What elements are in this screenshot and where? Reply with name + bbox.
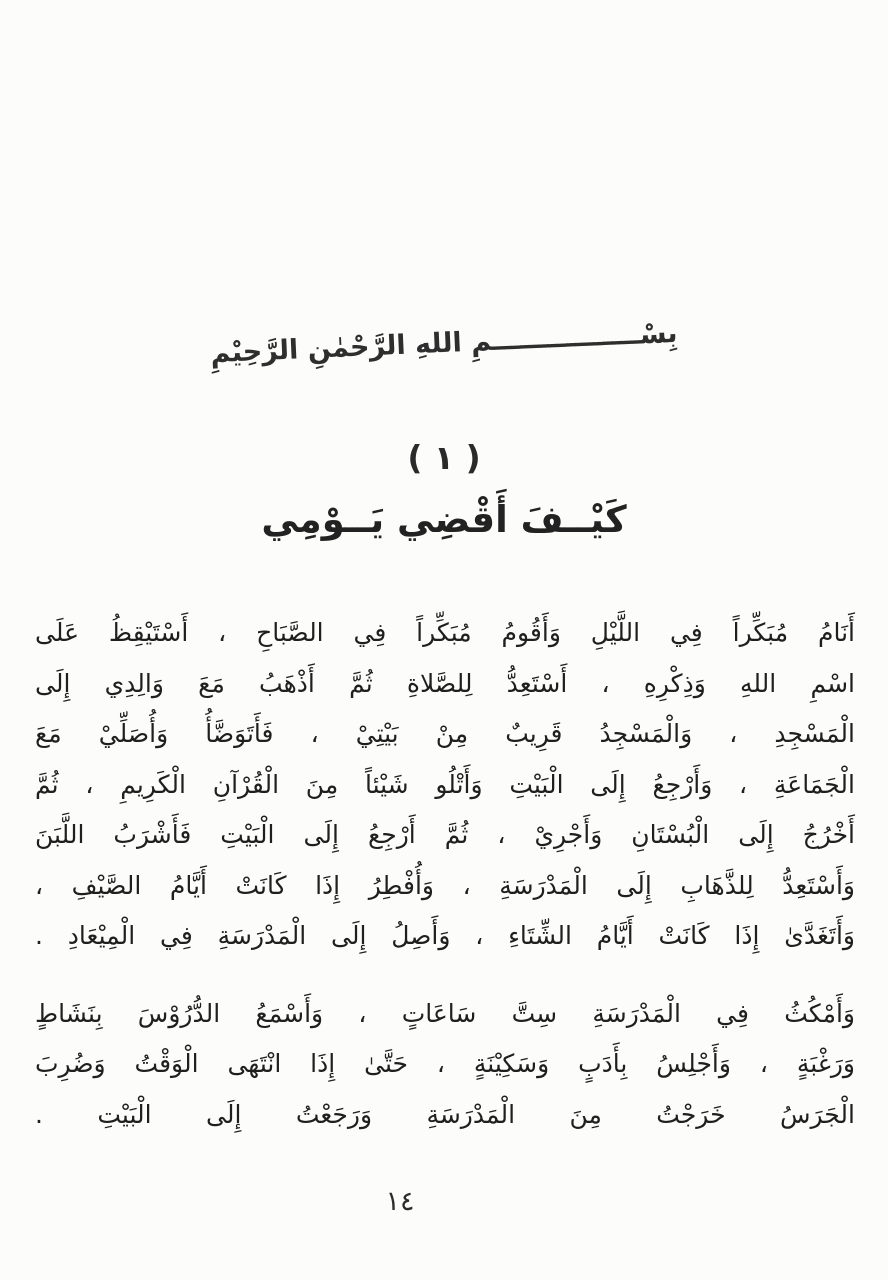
lesson-title: كَيْــفَ أَقْضِي يَــوْمِي bbox=[261, 498, 627, 541]
text-line: الْجَمَاعَةِ ، وَأَرْجِعُ إِلَى الْبَيْتِ وَأَتْلُو شَيْئاً مِنَ الْقُرْآنِ الْكَرِيمِ ، ثُمَّ bbox=[35, 769, 855, 799]
page-number: ١٤ bbox=[385, 1186, 415, 1217]
basmala-calligraphy: بِسْــــــــــــــــمِ اللهِ الرَّحْمٰنِ الرَّحِيْمِ bbox=[209, 317, 679, 370]
paragraph-1 bbox=[35, 608, 855, 962]
text-line: الْمَسْجِدِ ، وَالْمَسْجِدُ قَرِيبٌ مِنْ بَيْتِيْ ، فَأَتَوَضَّأُ وَأُصَلِّيْ مَعَ bbox=[35, 719, 855, 748]
lesson-number: ( ١ ) bbox=[407, 438, 481, 477]
text-line: الْجَرَسُ خَرَجْتُ مِنَ الْمَدْرَسَةِ وَرَجَعْتُ إِلَى الْبَيْتِ . bbox=[35, 1099, 855, 1129]
text-line: وَأَتَغَدَّىٰ إِذَا كَانَتْ أَيَّامُ الشِّتَاءِ ، وَأَصِلُ إِلَى الْمَدْرَسَةِ فِي الْمِيْعَادِ . bbox=[35, 921, 855, 950]
text-line: وَأَسْتَعِدُّ لِلذَّهَابِ إِلَى الْمَدْرَسَةِ ، وَأُفْطِرُ إِذَا كَانَتْ أَيَّامُ الصَّيْفِ ، bbox=[35, 870, 855, 900]
text-line: اسْمِ اللهِ وَذِكْرِهِ ، أَسْتَعِدُّ لِلصَّلاةِ ثُمَّ أَذْهَبُ مَعَ وَالِدِي إِلَى bbox=[35, 668, 855, 698]
paragraph-2 bbox=[35, 989, 855, 1141]
text-line: أَخْرُجُ إِلَى الْبُسْتَانِ وَأَجْرِيْ ، ثُمَّ أَرْجِعُ إِلَى الْبَيْتِ فَأَشْرَبُ اللَّبَنَ bbox=[35, 820, 855, 849]
lesson-body bbox=[35, 608, 855, 1167]
text-line: وَأَمْكُثُ فِي الْمَدْرَسَةِ سِتَّ سَاعَاتٍ ، وَأَسْمَعُ الدُّرُوْسَ بِنَشَاطٍ bbox=[35, 998, 855, 1028]
text-line: أَنَامُ مُبَكِّراً فِي اللَّيْلِ وَأَقُومُ مُبَكِّراً فِي الصَّبَاحِ ، أَسْتَيْقِظُ عَلَى bbox=[35, 618, 855, 647]
text-line: وَرَغْبَةٍ ، وَأَجْلِسُ بِأَدَبٍ وَسَكِيْنَةٍ ، حَتَّىٰ إِذَا انْتَهَى الْوَقْتُ وَضُرِبَ bbox=[35, 1049, 855, 1078]
